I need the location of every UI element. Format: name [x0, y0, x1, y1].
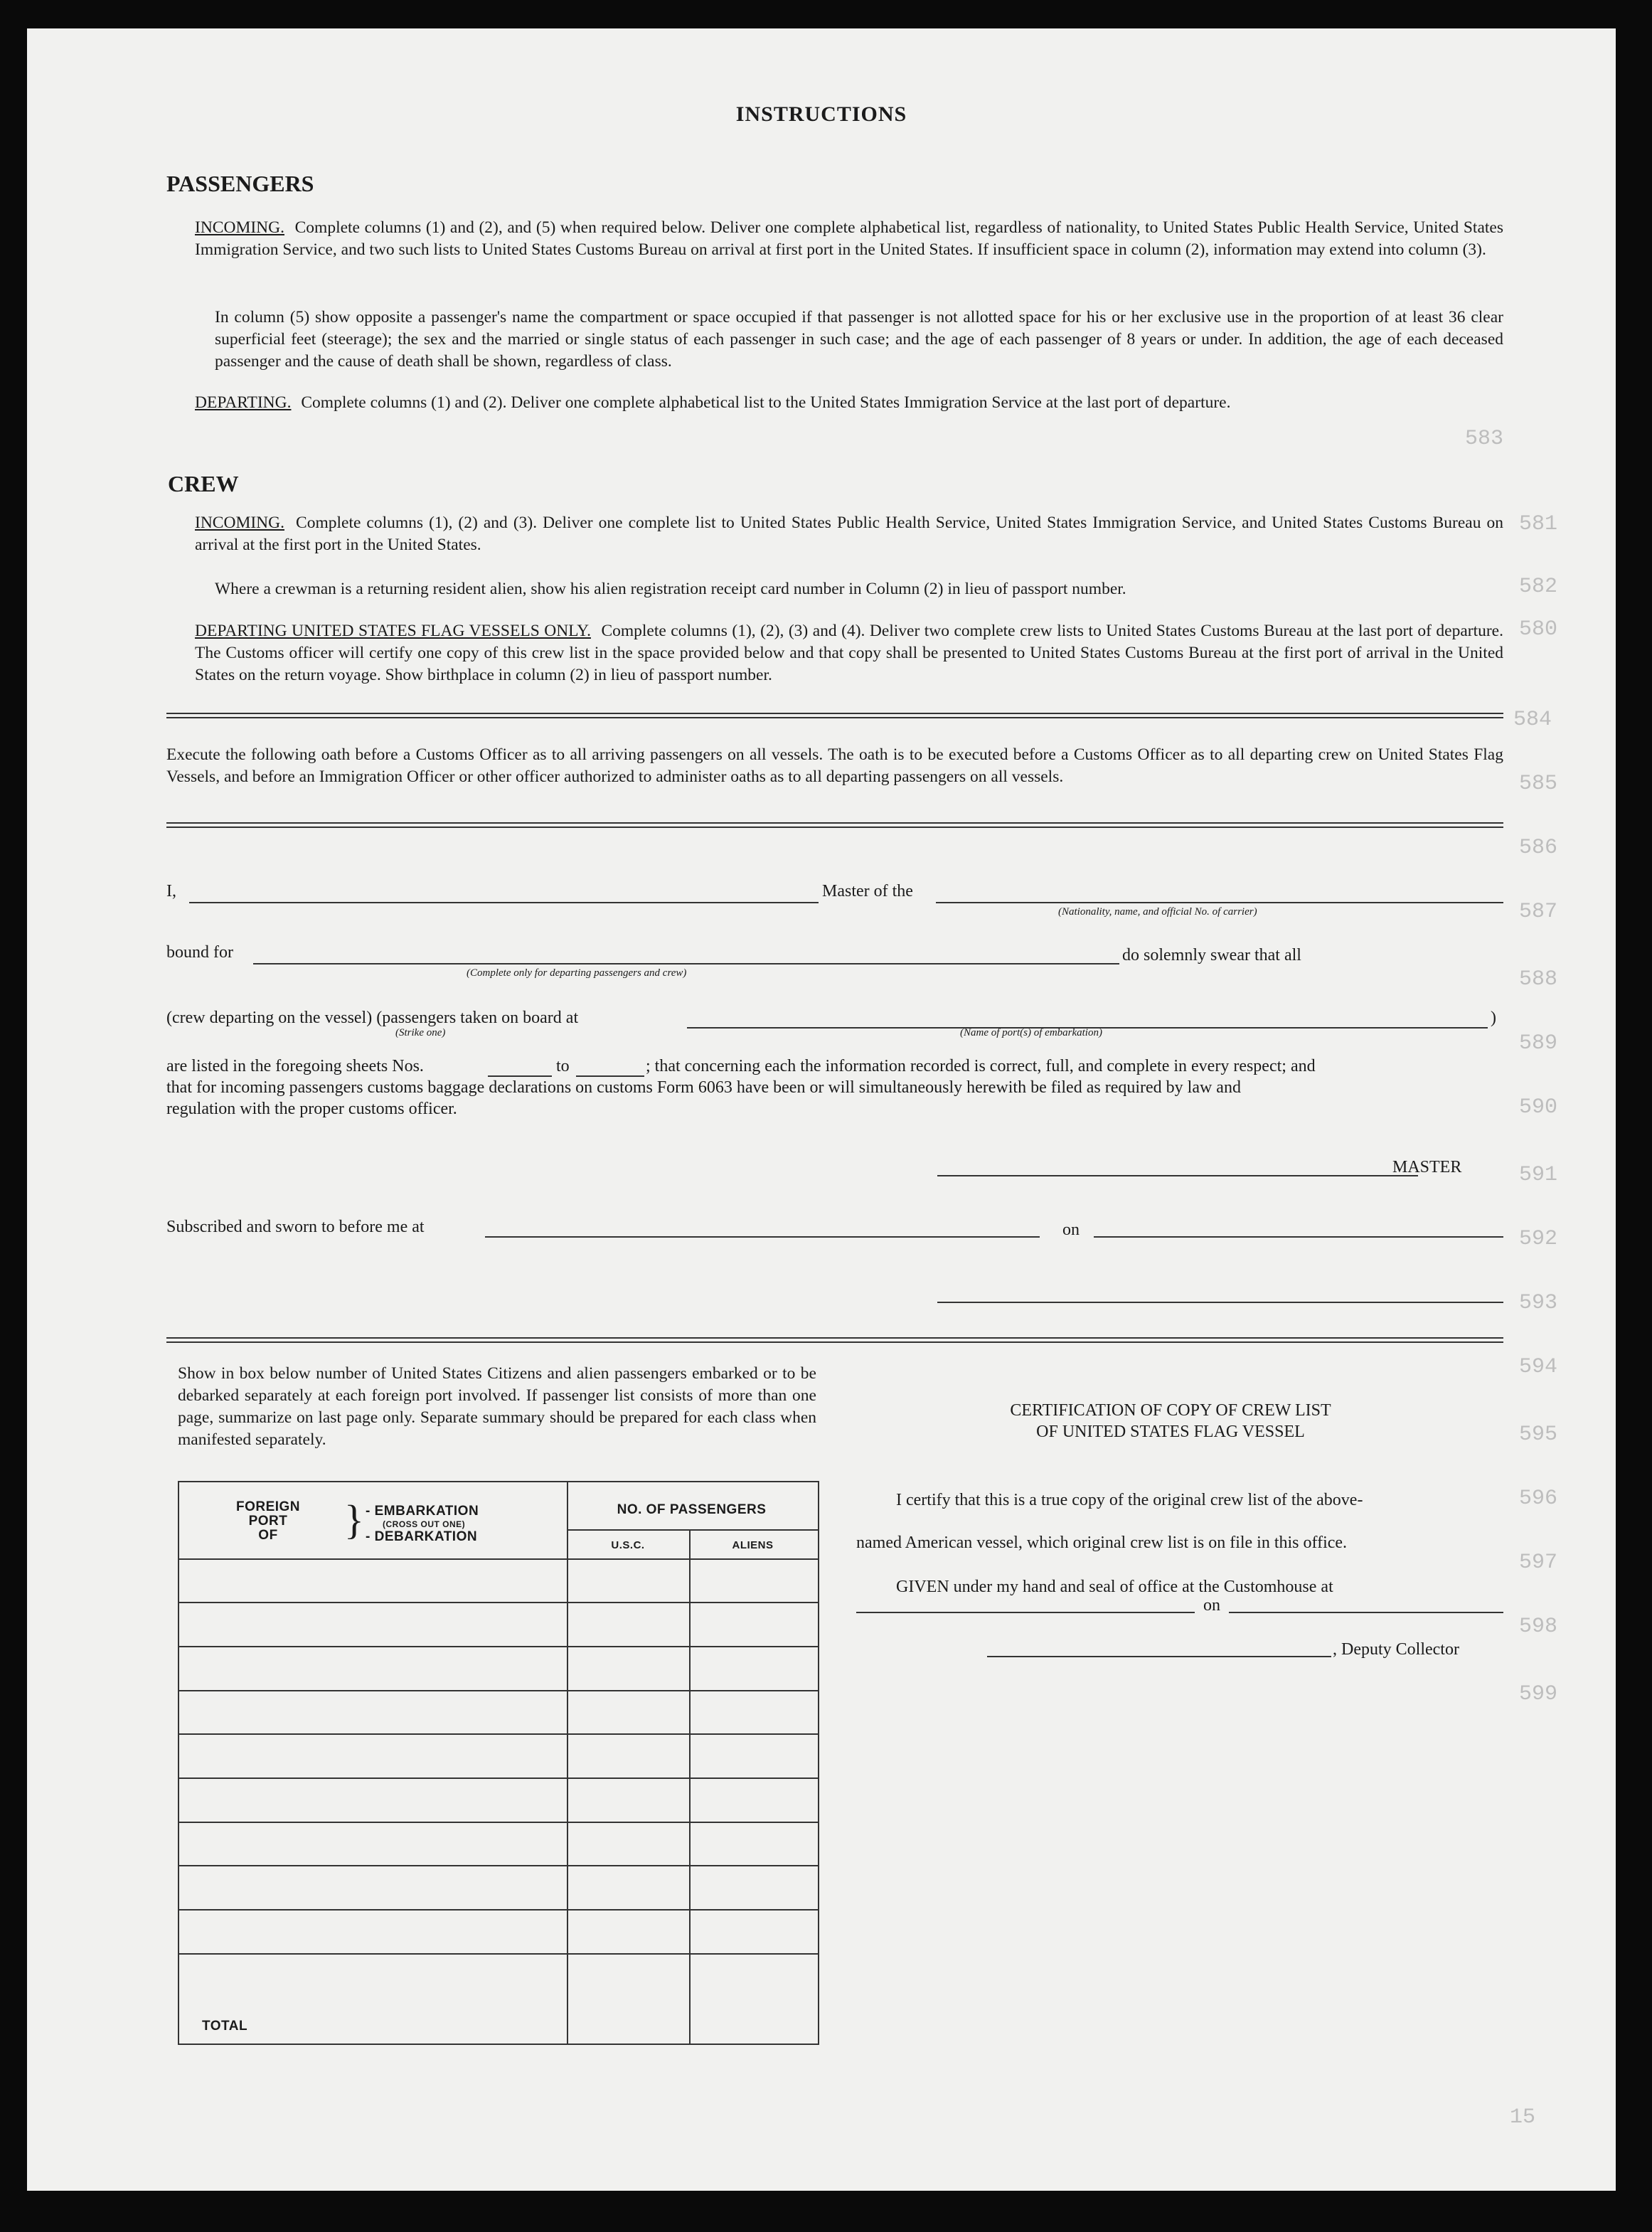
bleed-row-number: 587 — [1519, 900, 1558, 924]
embarkation-label: - EMBARKATION — [366, 1504, 479, 1519]
listed-sheets-text: are listed in the foregoing sheets Nos. — [166, 1057, 424, 1075]
bound-for-caption: (Complete only for departing passengers and crew) — [467, 967, 687, 979]
customhouse-field[interactable] — [856, 1612, 1195, 1613]
bleed-row-number: 585 — [1519, 772, 1558, 796]
bleed-row-number: 592 — [1519, 1227, 1558, 1251]
certify-text-line2: named American vessel, which original crew list is on file in this office. — [856, 1534, 1348, 1552]
swear-text: do solemnly swear that all — [1122, 946, 1301, 964]
certify-text-line1: I certify that this is a true copy of the original crew list of the above- — [896, 1491, 1363, 1509]
crew-incoming-paragraph — [195, 512, 1503, 556]
debarkation-label: - DEBARKATION — [366, 1529, 478, 1544]
col-port: PORT — [248, 1514, 288, 1529]
regulation-text: regulation with the proper customs officer. — [166, 1100, 457, 1118]
baggage-declaration-text: that for incoming passengers customs baggage declarations on customs Form 6063 have been or will simultaneously herewith be filed as required by law and — [166, 1078, 1241, 1097]
bleed-row-number: 598 — [1519, 1615, 1558, 1639]
oath-divider — [166, 822, 1503, 828]
bleed-row-number: 589 — [1519, 1031, 1558, 1056]
crew-incoming-label: INCOMING. — [195, 514, 284, 532]
passengers-incoming-paragraph — [195, 217, 1503, 261]
passengers-departing-paragraph — [195, 392, 1503, 414]
passengers-departing-text: Complete columns (1) and (2). Deliver one complete alphabetical list to the United States Immigration Service at the last port of departure. — [301, 393, 1231, 412]
bound-for-field[interactable] — [253, 963, 1119, 964]
master-signature-field[interactable] — [937, 1175, 1418, 1176]
certification-title-line2: OF UNITED STATES FLAG VESSEL — [1036, 1423, 1305, 1441]
passengers-departing-label: DEPARTING. — [195, 393, 292, 412]
crew-resident-alien-note: Where a crewman is a returning resident alien, show his alien registration receipt card number in Column (2) in lieu of passport number. — [215, 580, 1126, 598]
passengers-incoming-text: Complete columns (1) and (2), and (5) when required below. Deliver one complete alphabetical list, regardless of nationality, to United States Public Health Service, United States Immigration Service, and two such lists to United States Customs Bureau on arrival at first port in the United States. If insufficient space in column (2), information may extend into column (3). — [195, 218, 1503, 259]
subscribed-label: Subscribed and sworn to before me at — [166, 1218, 425, 1236]
bleed-row-number: 594 — [1519, 1355, 1558, 1379]
table-divider — [567, 1482, 568, 2044]
bleed-row-number: 597 — [1519, 1551, 1558, 1575]
oath-intro: Execute the following oath before a Customs Officer as to all arriving passengers on all vessels. The oath is to be executed before a Customs Officer as to all departing crew on United States Flag Vessels, and before an Immigration Officer or other officer authorized to administer oaths as to all departing passengers on all vessels. — [166, 745, 1503, 786]
master-name-field[interactable] — [189, 902, 819, 903]
crew-departing-paragraph — [195, 620, 1503, 686]
crew-heading: CREW — [168, 471, 239, 496]
strike-one-caption: (Strike one) — [395, 1027, 446, 1038]
bleed-row-number: 595 — [1519, 1423, 1558, 1447]
crew-departing-text: Complete columns (1), (2), (3) and (4). Deliver two complete crew lists to United States Customs Bureau at the last port of departure. The Customs officer will certify one copy of this crew list in the space provided below and that copy shall be presented to United States Customs Bureau at the first port of arrival in the United States on the return voyage. Show birthplace in column (2) in lieu of passport number. — [195, 622, 1503, 684]
port-caption: (Name of port(s) of embarkation) — [960, 1027, 1102, 1038]
certification-title-line1: CERTIFICATION OF COPY OF CREW LIST — [1010, 1401, 1331, 1420]
given-text: GIVEN under my hand and seal of office at the Customhouse at — [896, 1578, 1333, 1596]
sheet-to-field[interactable] — [576, 1075, 644, 1077]
carrier-caption: (Nationality, name, and official No. of carrier) — [1058, 906, 1257, 918]
section-divider — [166, 713, 1503, 718]
deputy-collector-label: , Deputy Collector — [1333, 1640, 1459, 1659]
usc-header: U.S.C. — [611, 1539, 645, 1551]
close-paren: ) — [1491, 1009, 1496, 1027]
table-divider — [689, 1529, 691, 2044]
bleed-row-number: 581 — [1519, 512, 1558, 536]
brace-icon: } — [344, 1497, 364, 1543]
page-title: INSTRUCTIONS — [735, 102, 907, 126]
sheet-from-field[interactable] — [488, 1075, 552, 1077]
col-foreign: FOREIGN — [235, 1499, 301, 1514]
bleed-row-number: 596 — [1519, 1487, 1558, 1511]
bleed-corner-mark: 15 — [1510, 2105, 1536, 2130]
subscribed-date-field[interactable] — [1094, 1236, 1503, 1238]
bound-for-label: bound for — [166, 943, 233, 962]
form-page — [27, 28, 1616, 2191]
passengers-heading: PASSENGERS — [166, 171, 314, 196]
table-header-rule — [179, 1558, 818, 1560]
bleed-row-number: 588 — [1519, 967, 1558, 992]
cross-out-one-note: (CROSS OUT ONE) — [383, 1519, 466, 1529]
no-of-passengers-header: NO. OF PASSENGERS — [617, 1502, 767, 1517]
bleed-row-number: 583 — [1465, 427, 1504, 451]
bleed-row-number: 582 — [1519, 575, 1558, 599]
crew-departing-label: DEPARTING UNITED STATES FLAG VESSELS ONLY. — [195, 622, 591, 640]
officer-signature-field[interactable] — [937, 1302, 1503, 1303]
col-of: OF — [258, 1528, 278, 1543]
bleed-row-number: 584 — [1513, 708, 1552, 732]
deputy-collector-field[interactable] — [987, 1656, 1331, 1657]
bleed-row-number: 599 — [1519, 1682, 1558, 1706]
master-label: MASTER — [1392, 1158, 1462, 1176]
listed-to-label: to — [556, 1057, 570, 1075]
passengers-column5-paragraph: In column (5) show opposite a passenger's name the compartment or space occupied if that passenger is not allotted space for his or her exclusive use in the proportion of at least 36 clear superficial feet (steerage); the sex and the married or single status of each passenger in such case; and the age of each passenger of 8 years or under. In addition, the age of each deceased passenger and the cause of death shall be shown, regardless of class. — [215, 308, 1503, 371]
crew-incoming-text: Complete columns (1), (2) and (3). Deliver one complete list to United States Public Health Service, United States Immigration Service, and United States Customs Bureau on arrival at the first port in the United States. — [195, 514, 1503, 554]
bleed-row-number: 590 — [1519, 1095, 1558, 1120]
summary-instructions: Show in box below number of United States Citizens and alien passengers embarked or to be debarked separately at each foreign port involved. If passenger list consists of more than one page, summarize on last page only. Separate summary should be prepared for each class when manifested separately. — [178, 1364, 816, 1449]
aliens-header: ALIENS — [732, 1539, 774, 1551]
table-subheader-rule — [567, 1529, 818, 1531]
certification-date-field[interactable] — [1229, 1612, 1503, 1613]
subscribed-on-label: on — [1062, 1221, 1080, 1239]
crew-departing-text: (crew departing on the vessel) (passengers taken on board at — [166, 1009, 579, 1027]
total-label: TOTAL — [202, 2019, 248, 2034]
passenger-summary-table — [178, 1481, 819, 2045]
bleed-row-number: 593 — [1519, 1291, 1558, 1315]
bleed-row-number: 586 — [1519, 836, 1558, 860]
carrier-field[interactable] — [936, 902, 1503, 903]
certification-on-label: on — [1203, 1596, 1220, 1615]
oath-i-label: I, — [166, 882, 176, 900]
listed-correct-text: ; that concerning each the information recorded is correct, full, and complete in every respect; and — [646, 1057, 1316, 1075]
master-of-the-label: Master of the — [822, 882, 913, 900]
bleed-row-number: 591 — [1519, 1163, 1558, 1187]
passengers-incoming-label: INCOMING. — [195, 218, 284, 237]
subscribed-place-field[interactable] — [485, 1236, 1040, 1238]
summary-divider — [166, 1337, 1503, 1343]
bleed-row-number: 580 — [1519, 617, 1558, 642]
